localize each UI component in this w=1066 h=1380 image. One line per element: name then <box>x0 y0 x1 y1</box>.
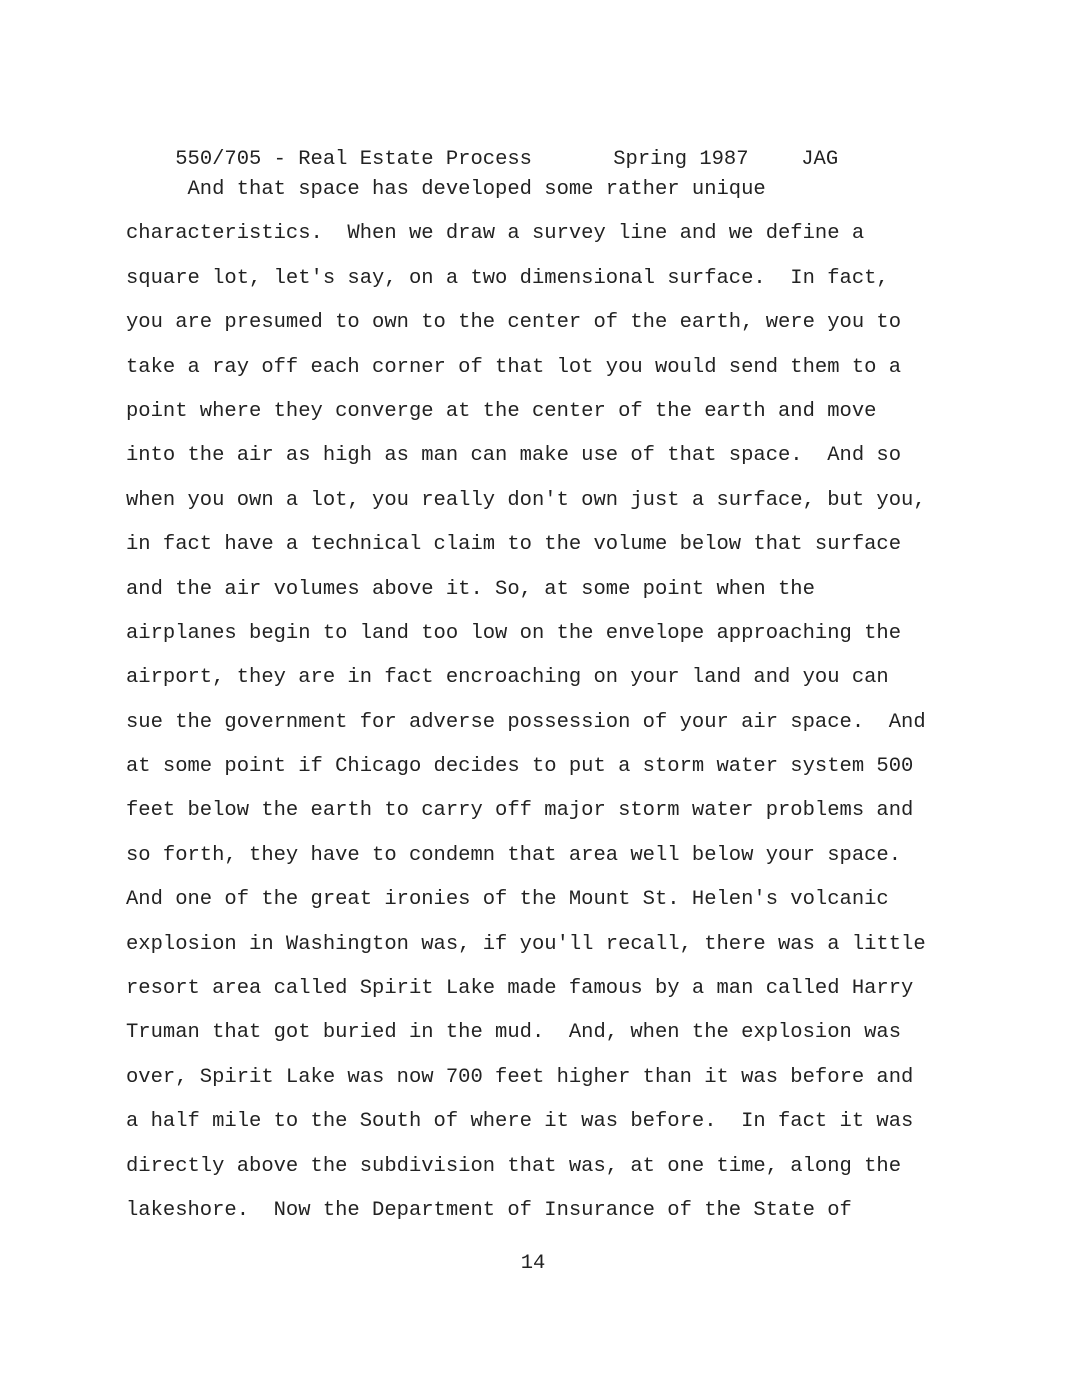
text-line: lakeshore. Now the Department of Insurance of the State of <box>126 1198 852 1222</box>
term: Spring 1987 <box>613 148 749 171</box>
text-line: and the air volumes above it. So, at some point when the <box>126 577 815 601</box>
course-title: 550/705 - Real Estate Process <box>175 148 532 171</box>
text-line: square lot, let's say, on a two dimensional surface. In fact, <box>126 266 889 290</box>
text-line: at some point if Chicago decides to put a storm water system 500 <box>126 755 914 779</box>
text-line: resort area called Spirit Lake made famous by a man called Harry <box>126 977 914 1001</box>
text-line: directly above the subdivision that was, at one time, along the <box>126 1154 902 1178</box>
text-line: into the air as high as man can make use of that space. And so <box>126 444 902 468</box>
transcript-body <box>126 168 926 1233</box>
text-line: feet below the earth to carry off major storm water problems and <box>126 799 914 823</box>
text-line: take a ray off each corner of that lot you would send them to a <box>126 355 902 379</box>
text-line: a half mile to the South of where it was before. In fact it was <box>126 1110 914 1134</box>
author-initials: JAG <box>801 148 839 171</box>
text-line: you are presumed to own to the center of the earth, were you to <box>126 311 902 335</box>
text-line: in fact have a technical claim to the volume below that surface <box>126 533 902 557</box>
text-line: characteristics. When we draw a survey line and we define a <box>126 222 865 246</box>
text-line: Truman that got buried in the mud. And, when the explosion was <box>126 1021 902 1045</box>
text-line: when you own a lot, you really don't own just a surface, but you, <box>126 488 926 512</box>
text-line: And one of the great ironies of the Mount St. Helen's volcanic <box>126 888 889 912</box>
text-line: airport, they are in fact encroaching on your land and you can <box>126 666 889 690</box>
text-line: point where they converge at the center of the earth and move <box>126 399 877 423</box>
text-line: explosion in Washington was, if you'll recall, there was a little <box>126 932 926 956</box>
text-line: airplanes begin to land too low on the envelope approaching the <box>126 621 902 645</box>
text-line: over, Spirit Lake was now 700 feet higher than it was before and <box>126 1065 914 1089</box>
text-line: sue the government for adverse possession of your air space. And <box>126 710 926 734</box>
text-line: And that space has developed some rather unique <box>126 178 766 201</box>
text-line: so forth, they have to condemn that area well below your space. <box>126 843 902 867</box>
page-number: 14 <box>520 1252 546 1275</box>
